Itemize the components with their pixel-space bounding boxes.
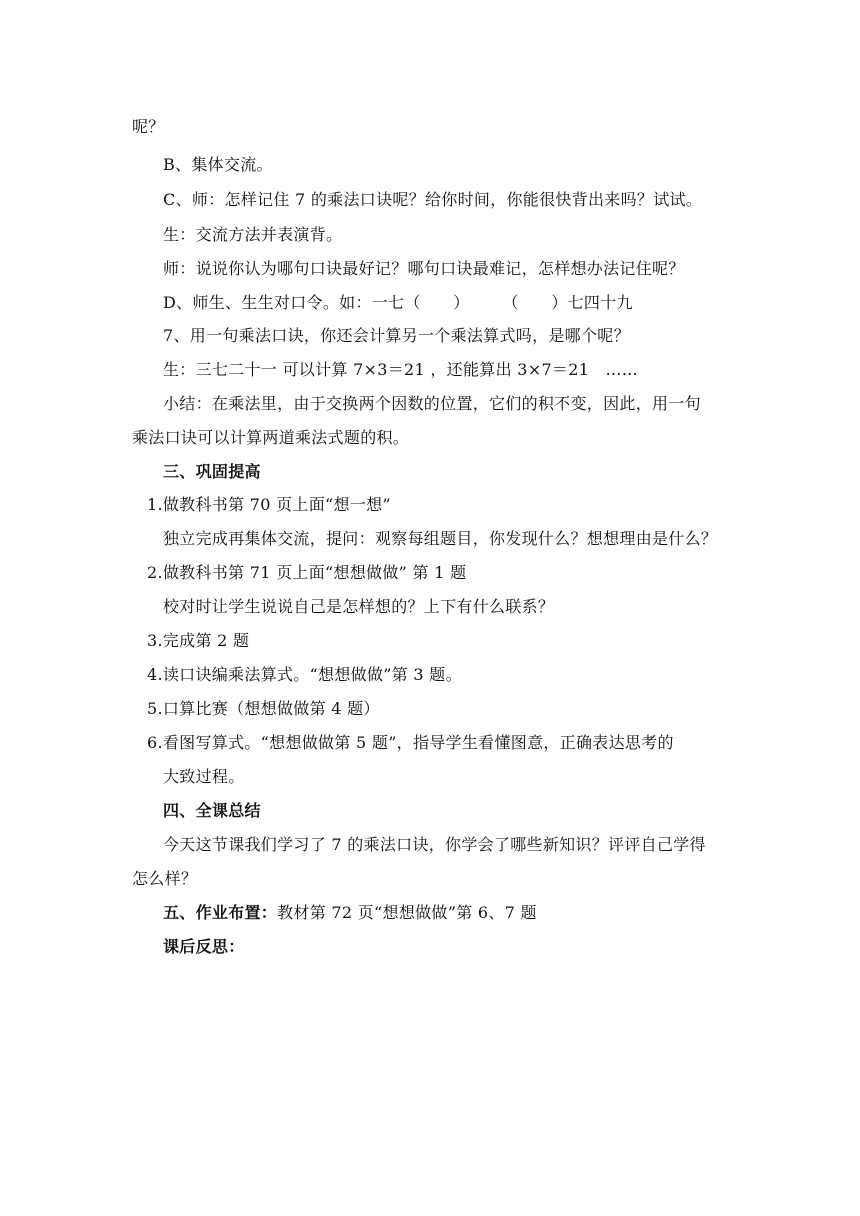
text-line: 7、用一句乘法口诀，你还会计算另一个乘法算式吗，是哪个呢？ — [163, 326, 630, 345]
text-line: 生：三七二十一 可以计算 7×3＝21 ，还能算出 3×7＝21 …… — [163, 360, 639, 379]
text-line: 怎么样？ — [132, 869, 198, 888]
text-line: D、师生、生生对口令。如：一七（ ） （ ）七四十九 — [163, 293, 633, 312]
text-line: 4.读口诀编乘法算式。“想想做做”第 3 题。 — [147, 665, 462, 684]
text-line: 教材第 72 页“想想做做”第 6、7 题 — [277, 903, 537, 922]
text-line: 今天这节课我们学习了 7 的乘法口诀，你学会了哪些新知识？评评自己学得 — [163, 835, 706, 854]
text-line: 5.口算比赛（想想做做第 4 题） — [147, 699, 380, 718]
text-line: 大致过程。 — [163, 767, 245, 786]
text-line: 独立完成再集体交流，提问：观察每组题目，你发现什么？想想理由是什么？ — [163, 529, 718, 548]
homework-line — [163, 902, 537, 924]
text-line: C、师：怎样记住 7 的乘法口诀呢？给你时间，你能很快背出来吗？试试。 — [163, 190, 703, 209]
section-heading: 四、全课总结 — [163, 801, 261, 820]
text-line: 校对时让学生说说自己是怎样想的？上下有什么联系？ — [163, 597, 555, 616]
section-heading: 五、作业布置： — [163, 903, 278, 922]
text-line: 呢？ — [132, 117, 165, 136]
text-line: 乘法口诀可以计算两道乘法式题的积。 — [132, 428, 410, 447]
text-line: 2.做教科书第 71 页上面“想想做做” 第 1 题 — [147, 563, 467, 582]
text-line: 3.完成第 2 题 — [147, 631, 250, 650]
text-line: 生：交流方法并表演背。 — [163, 225, 343, 244]
text-line: 师：说说你认为哪句口诀最好记？哪句口诀最难记，怎样想办法记住呢？ — [163, 259, 685, 278]
text-line: 1.做教科书第 70 页上面“想一想” — [147, 495, 391, 514]
section-heading: 三、巩固提高 — [163, 462, 261, 481]
section-heading: 课后反思： — [163, 937, 245, 956]
text-line: B、集体交流。 — [163, 155, 273, 174]
text-line: 6.看图写算式。“想想做做第 5 题”，指导学生看懂图意，正确表达思考的 — [147, 733, 674, 752]
text-line: 小结：在乘法里，由于交换两个因数的位置，它们的积不变，因此，用一句 — [163, 394, 701, 413]
